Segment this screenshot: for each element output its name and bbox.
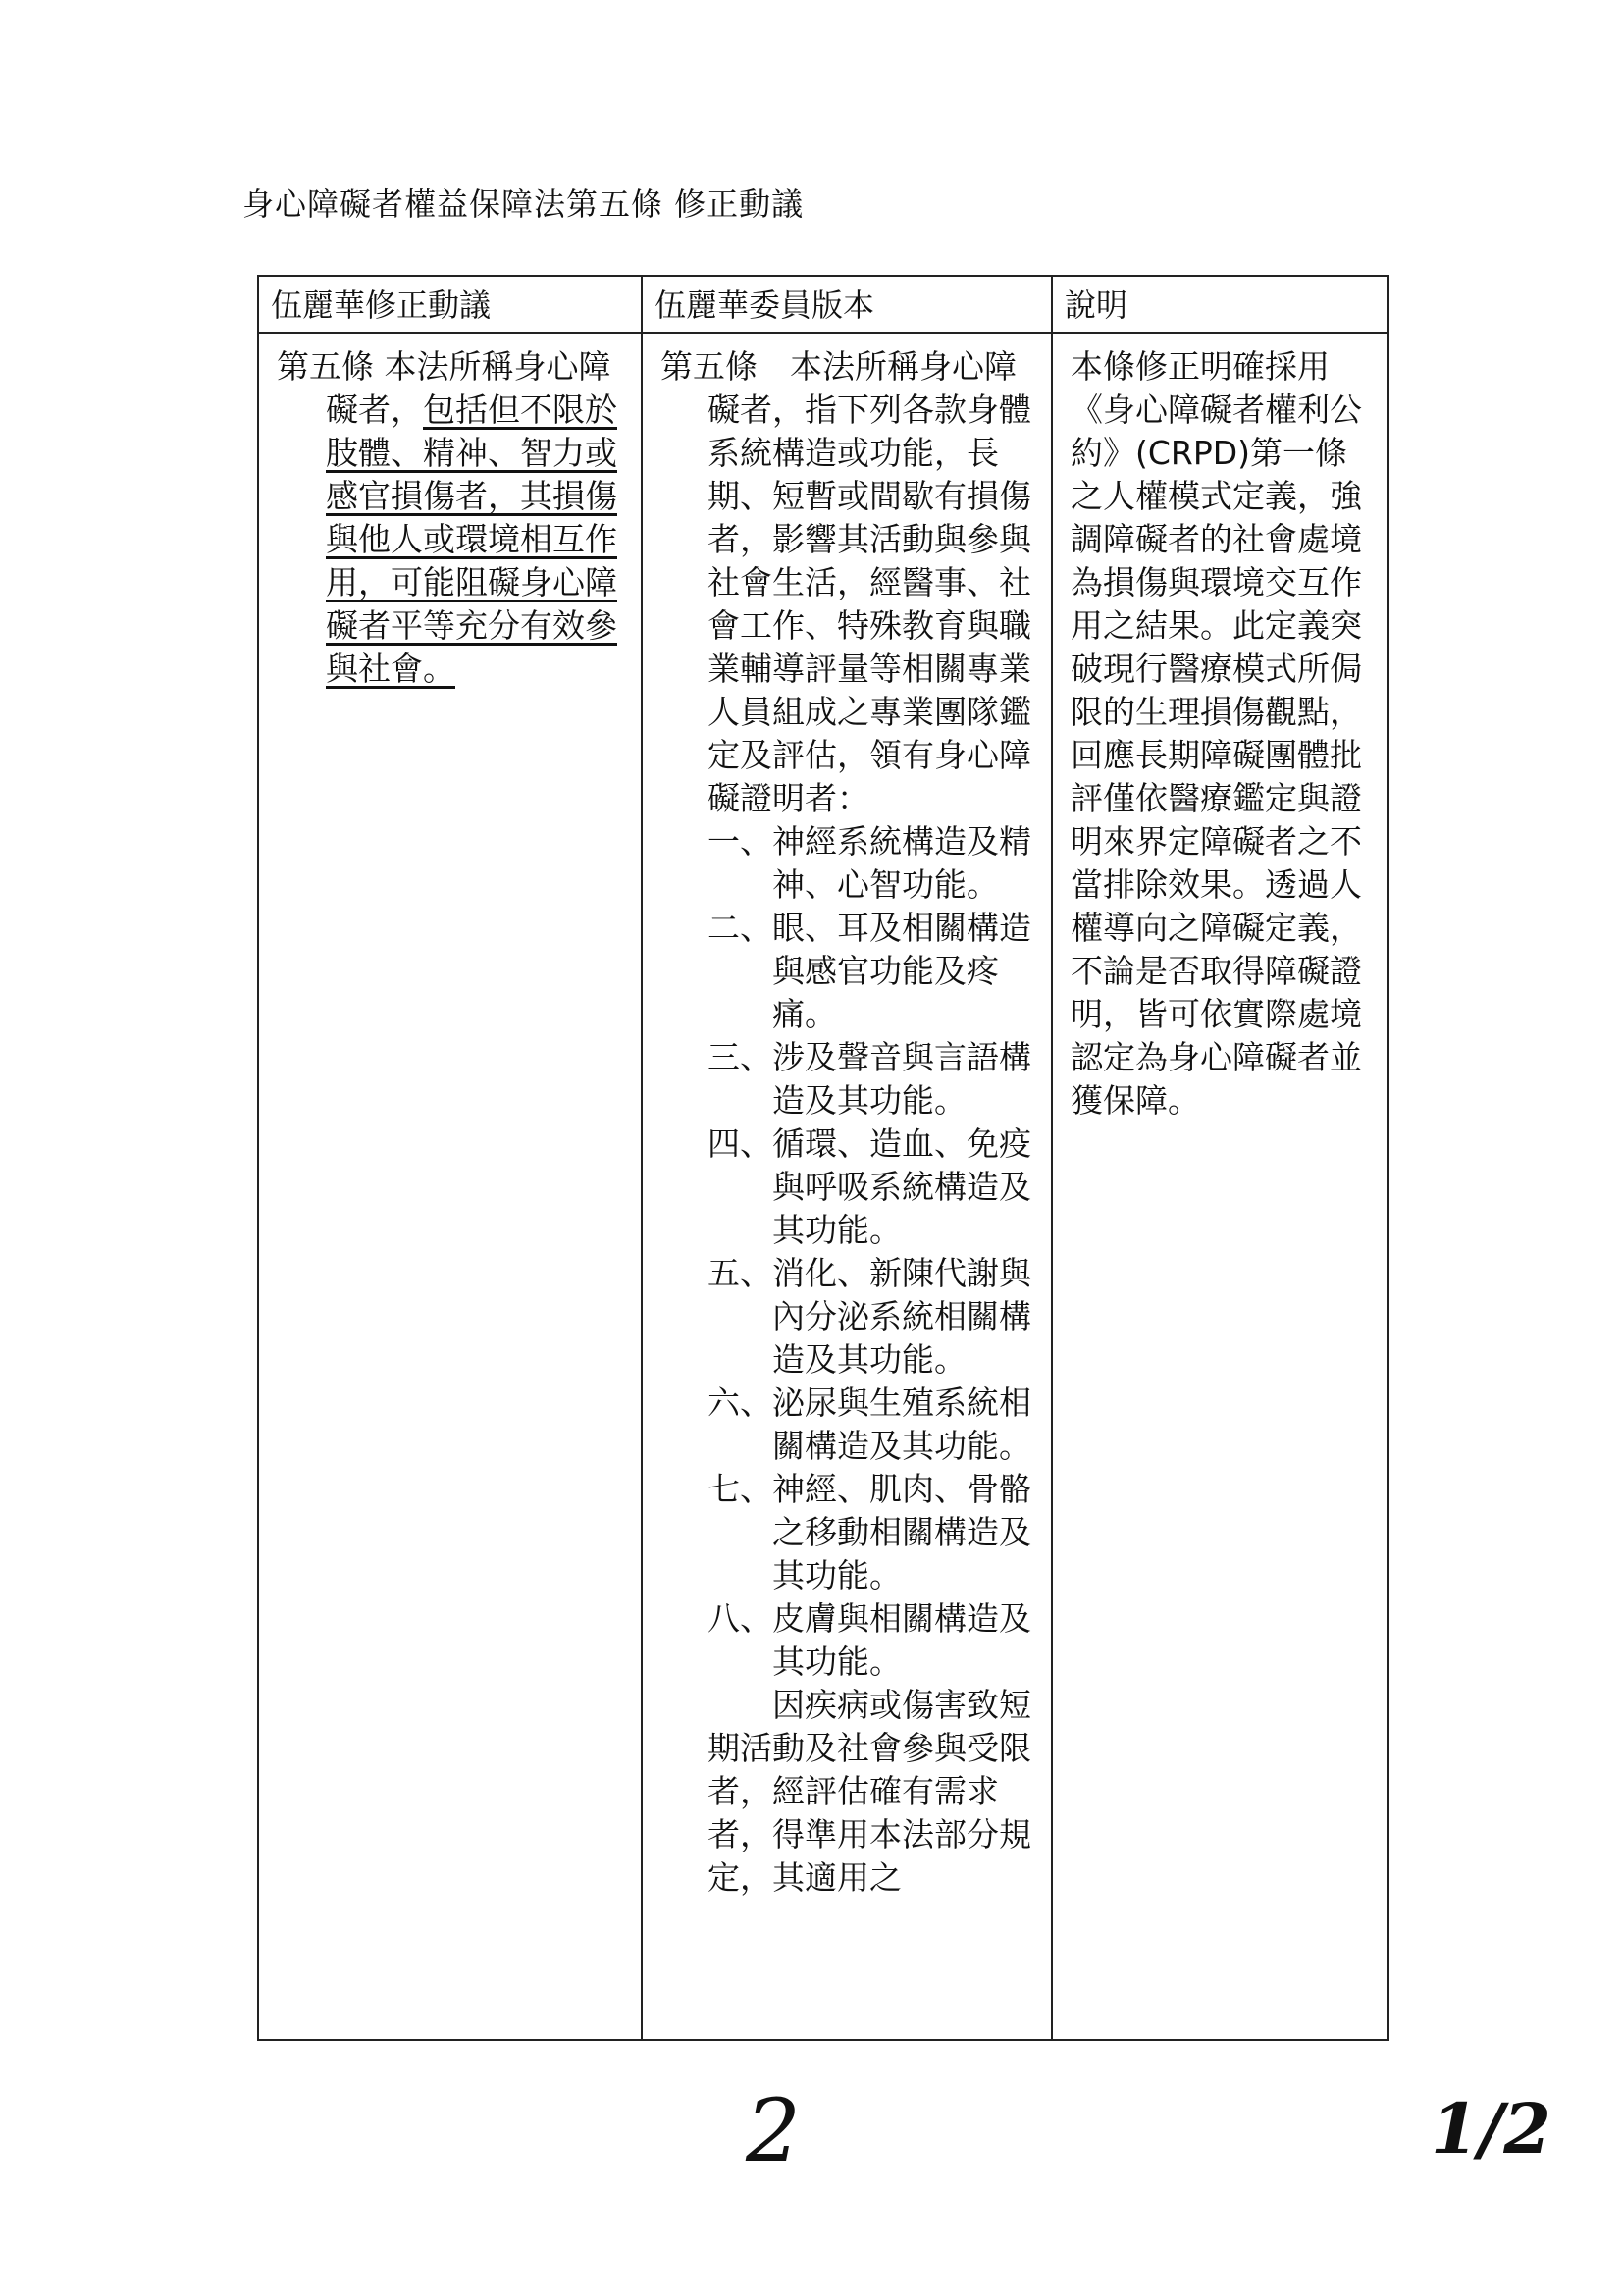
page-title: 身心障礙者權益保障法第五條 修正動議 (242, 185, 805, 223)
table-row (258, 333, 1388, 2040)
comparison-table (257, 275, 1389, 2041)
amendment-prefix: 第五條 本法所稱身心障礙者， (277, 347, 611, 429)
list-item: 六、泌尿與生殖系統相關構造及其功能。 (707, 1383, 1031, 1465)
committee-version-intro: 第五條 本法所稱身心障礙者，指下列各款身體系統構造或功能，長期、短暫或間歇有損傷者，影響其活動與參與社會生活，經醫事、社會工作、特殊教育與職業輔導評量等相關專業人員組成之專業團隊鑑定及評估，領有身心障礙證明者： (660, 347, 1031, 817)
list-item: 七、神經、肌肉、骨骼之移動相關構造及其功能。 (707, 1470, 1031, 1594)
list-item: 八、皮膚與相關構造及其功能。 (707, 1599, 1031, 1681)
page-number: 2 (746, 2080, 801, 2181)
list-item: 三、涉及聲音與言語構造及其功能。 (707, 1038, 1031, 1120)
amendment-cell (258, 333, 642, 2040)
explanation-cell (1052, 333, 1388, 2040)
committee-version-cell (642, 333, 1052, 2040)
amendment-text (277, 345, 627, 691)
header-explanation: 說明 (1052, 276, 1388, 333)
list-item: 一、神經系統構造及精神、心智功能。 (707, 822, 1031, 904)
list-item: 二、眼、耳及相關構造與感官功能及疼痛。 (707, 909, 1031, 1033)
table-header-row (258, 276, 1388, 333)
committee-version-items (660, 820, 1037, 1684)
list-item: 五、消化、新陳代謝與內分泌系統相關構造及其功能。 (707, 1254, 1031, 1379)
committee-version-trailing-text: 因疾病或傷害致短期活動及社會參與受限者，經評估確有需求者，得準用本法部分規定，其適用之 (707, 1686, 1031, 1897)
explanation-text: 本條修正明確採用《身心障礙者權利公約》(CRPD)第一條之人權模式定義，強調障礙者的社會處境為損傷與環境交互作用之結果。此定義突破現行醫療模式所侷限的生理損傷觀點，回應長期障礙團體批評僅依醫療鑑定與證明來界定障礙者之不當排除效果。透過人權導向之障礙定義，不論是否取得障礙證明，皆可依實際處境認定為身心障礙者並獲保障。 (1071, 347, 1362, 1120)
amendment-underlined-text: 包括但不限於肢體、精神、智力或感官損傷者，其損傷與他人或環境相互作用，可能阻礙身心障礙者平等充分有效參與社會。 (326, 391, 617, 688)
page-fraction: 1/2 (1431, 2088, 1551, 2169)
header-committee-version: 伍麗華委員版本 (642, 276, 1052, 333)
list-item: 四、循環、造血、免疫與呼吸系統構造及其功能。 (707, 1124, 1031, 1249)
header-amendment: 伍麗華修正動議 (258, 276, 642, 333)
